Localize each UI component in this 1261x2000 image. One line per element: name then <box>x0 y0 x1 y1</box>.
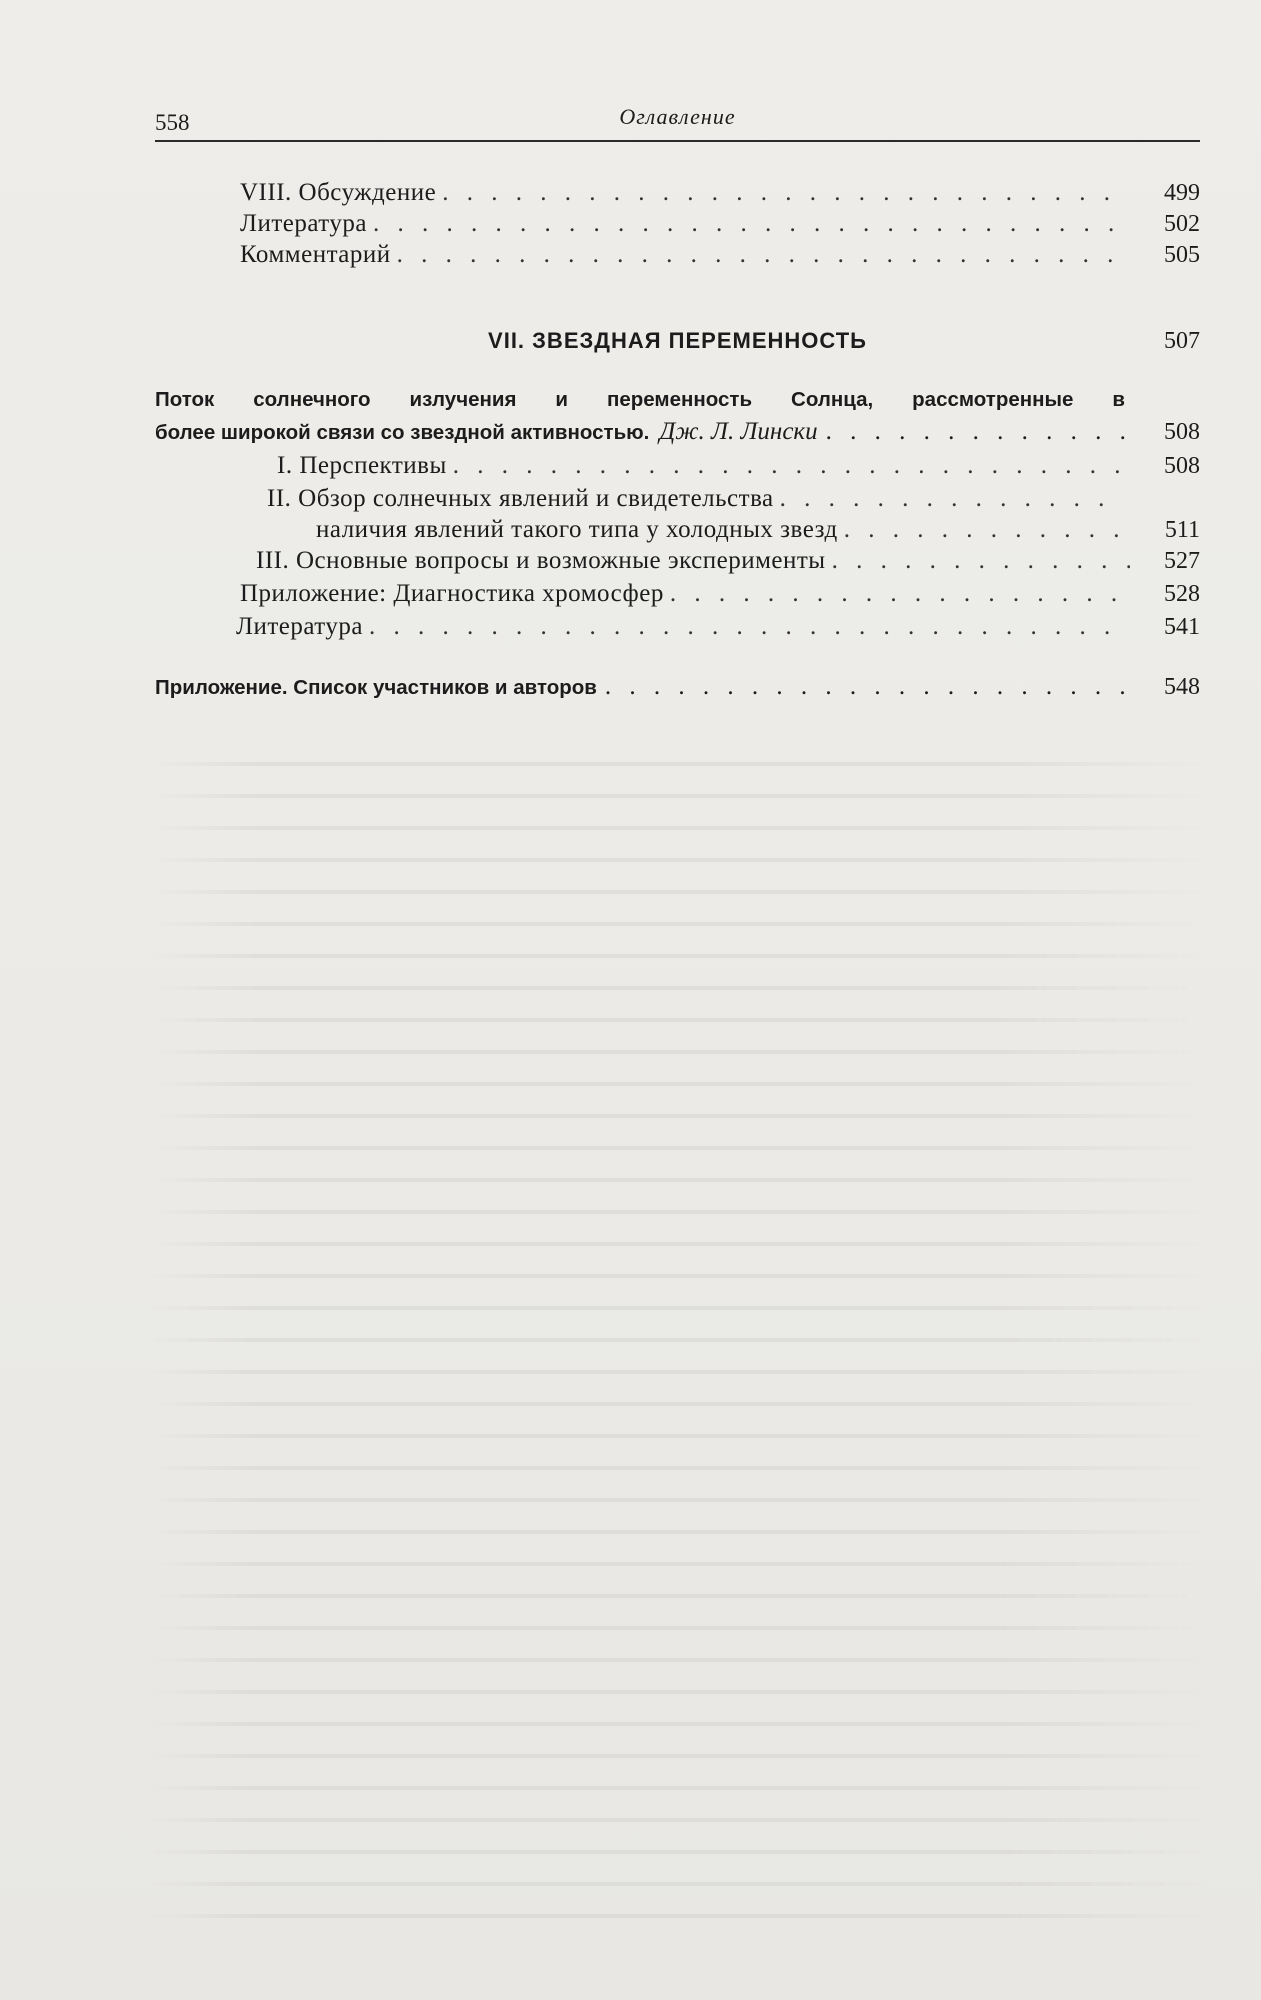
toc-entry-page: 541 <box>1164 614 1200 640</box>
toc-entry-label: Литература <box>236 613 363 640</box>
section-title: VII. ЗВЕЗДНАЯ ПЕРЕМЕННОСТЬ <box>488 328 867 353</box>
toc-entry-commentary <box>240 240 1200 270</box>
running-title: Оглавление <box>619 104 736 129</box>
leader-dots <box>780 484 1115 514</box>
toc-entry-appendix <box>155 672 1200 703</box>
leader-dots <box>397 240 1130 270</box>
toc-entry-solar-review <box>267 484 1127 514</box>
toc-entry-page: 508 <box>1164 453 1200 479</box>
toc-entry-literature <box>240 209 1200 239</box>
toc-entry-label: Приложение: Диагностика хромосфер <box>240 580 664 607</box>
leader-dots <box>453 451 1130 481</box>
reverse-side-show-through <box>150 740 1210 1940</box>
toc-entry-perspectives <box>277 451 1200 481</box>
article-title-line2 <box>155 416 1200 449</box>
toc-entry-label: Комментарий <box>240 241 391 268</box>
toc-entry-questions <box>256 546 1200 576</box>
toc-entry-label: наличия явлений такого типа у холодных звезд <box>316 516 838 543</box>
toc-entry-page: 511 <box>1164 517 1200 543</box>
leader-dots <box>670 579 1130 609</box>
toc-entry-page: 527 <box>1164 548 1200 574</box>
section-page: 507 <box>1164 328 1200 354</box>
toc-entry-label: I. Перспективы <box>277 452 447 479</box>
toc-entry-discussion <box>240 178 1200 208</box>
leader-dots <box>844 515 1130 545</box>
leader-dots <box>605 672 1130 702</box>
article-author: Дж. Л. Лински <box>659 418 818 445</box>
article-title: Поток солнечного излучения и переменность Солнца, рассмотренные в <box>155 388 1125 411</box>
toc-entry-page: 528 <box>1164 581 1200 607</box>
toc-entry-page: 499 <box>1164 180 1200 206</box>
leader-dots <box>369 612 1130 642</box>
page-number: 558 <box>155 110 190 135</box>
toc-entry-article-literature <box>236 612 1200 642</box>
leader-dots <box>832 546 1130 576</box>
toc-entry-chromosphere <box>240 579 1200 609</box>
appendix-page: 548 <box>1164 674 1200 700</box>
toc-entry-label: Литература <box>240 210 367 237</box>
running-head <box>155 100 1200 142</box>
toc-entry-cold-stars <box>316 515 1200 545</box>
toc-entry-label: II. Обзор солнечных явлений и свидетельства <box>267 485 774 512</box>
leader-dots <box>442 178 1130 208</box>
leader-dots <box>826 416 1130 448</box>
leader-dots <box>373 209 1130 239</box>
appendix-label: Приложение. Список участников и авторов <box>155 676 597 699</box>
article-page: 508 <box>1164 419 1200 445</box>
toc-entry-page: 502 <box>1164 211 1200 237</box>
toc-entry-label: III. Основные вопросы и возможные эксперименты <box>256 547 826 574</box>
toc-entry-page: 505 <box>1164 242 1200 268</box>
section-heading <box>155 322 1200 358</box>
toc-entry-label: VIII. Обсуждение <box>240 179 437 206</box>
article-title-continuation: более широкой связи со звездной активностью. <box>155 421 650 444</box>
